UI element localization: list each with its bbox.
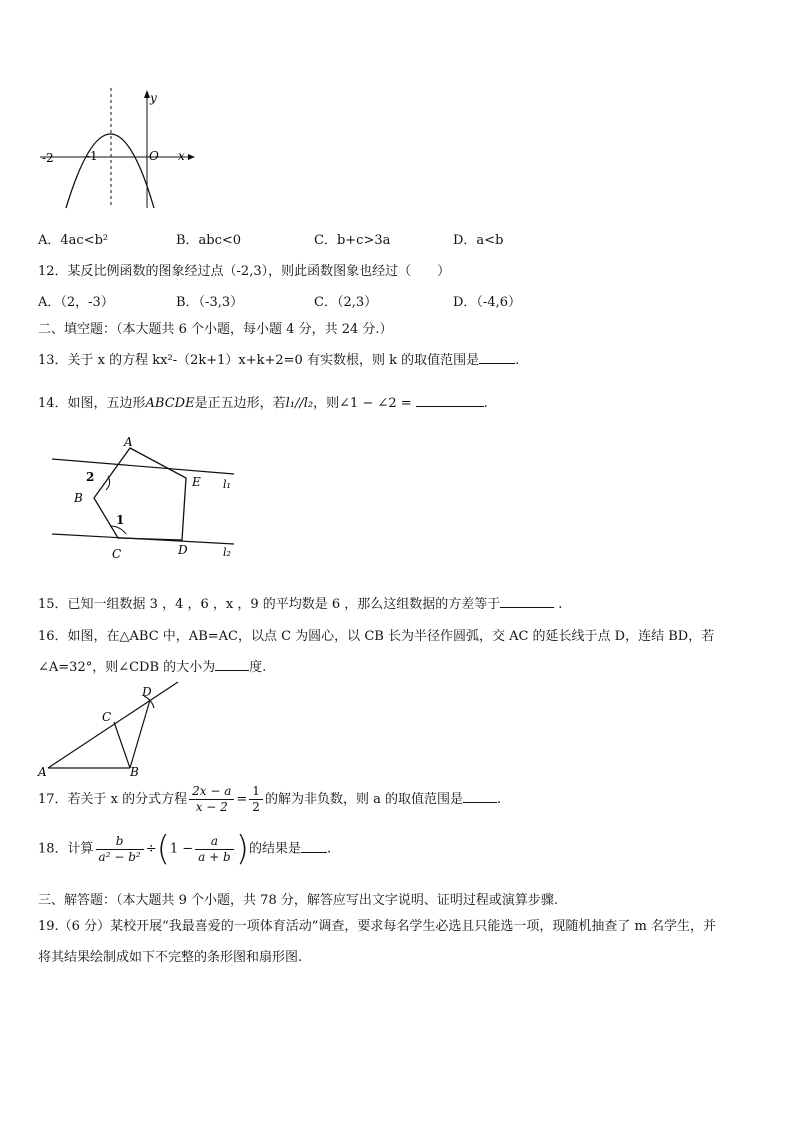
q18-prefix: 18．计算 [38,841,94,857]
section-3-heading: 三、解答题：（本大题共 9 个小题，共 78 分，解答应写出文字说明、证明过程或演算步骤. [38,893,558,908]
point-d: D [142,685,152,699]
q18-div: ÷ [145,841,157,857]
q17-fraction-lhs [189,784,234,815]
q17-den2: 2 [252,800,260,814]
q18 [38,829,332,869]
q17-answer-blank[interactable] [463,790,497,803]
vertex-b: B [74,491,83,505]
q12-option-a: A．（2，-3） [38,295,114,310]
segment-bd [130,700,150,768]
q14-prefix: 14．如图，五边形 [38,396,146,411]
q18-fraction-1 [96,834,144,865]
q12-stem: 12．某反比例函数的图象经过点（-2,3），则此函数图象也经过（ ） [38,264,451,279]
q18-den2: a + b [198,849,231,864]
q16-text: ∠A=32°，则∠CDB 的大小为 [38,660,216,675]
q15-text: 15．已知一组数据 3 ，4 ，6 ，x ，9 的平均数是 6 ，那么这组数据的方差等于 [38,597,501,612]
q12-option-b: B．（-3,3） [176,295,244,310]
q18-answer-blank[interactable] [301,840,327,853]
q16-answer-blank[interactable] [215,658,249,671]
q17-prefix: 17．若关于 x 的分式方程 [38,792,188,807]
q17-fraction-rhs [249,784,263,815]
vertex-e: E [192,475,201,489]
angle-2-label: 2 [86,470,95,484]
q14-parallel: l₁//l₂ [285,396,314,411]
q14-pentagon: ABCDE [145,396,195,411]
line-l1 [52,459,234,474]
q17-eq: = [236,792,248,807]
q14-mid: 是正五边形，若 [194,396,286,411]
left-paren: ( [156,829,170,869]
vertex-d: D [178,543,188,557]
q15 [38,593,562,612]
label-l1: l₁ [223,478,231,491]
q18-suffix: 的结果是 [248,841,301,857]
q11-option-c: C．b+c>3a [314,233,391,248]
q18-end: . [326,841,332,857]
angle-1-arc [110,526,126,534]
q17 [38,784,501,815]
vertex-a: A [124,435,133,449]
point-b: B [130,765,139,779]
q14-mid2: ，则∠1 − ∠2 = [313,396,412,411]
q12-option-c: C．（2,3） [314,295,378,310]
q14-answer-blank[interactable] [416,394,484,407]
x-axis-arrow [188,154,195,160]
parabola-curve [66,134,154,208]
q16-line2 [38,656,266,675]
segment-ad [48,682,178,768]
q17-num2: 1 [249,784,263,800]
x-axis-label: x [178,149,185,163]
point-c: C [102,710,112,724]
point-a: A [38,765,47,779]
vertex-c: C [112,547,122,561]
q17-den: x − 2 [195,800,228,814]
triangle-figure [36,680,186,780]
q17-suffix: 的解为非负数，则 a 的取值范围是 [264,792,463,807]
pentagon-abcde [94,448,186,540]
parabola-figure [38,88,198,213]
q11-option-b: B．abc<0 [176,233,242,248]
q17-end: . [496,792,502,807]
q13-end: . [515,353,520,368]
q18-den1: a² − b² [98,849,141,864]
q12-option-d: D．（-4,6） [453,295,521,310]
q13-answer-blank[interactable] [479,351,515,364]
pentagon-figure [48,434,248,570]
q18-num2: a [195,834,234,850]
angle-1-label: 1 [116,513,125,527]
q11-option-a: A．4ac<b² [38,233,109,248]
q19-line2: 将其结果绘制成如下不完整的条形图和扇形图. [38,950,303,965]
q14-end: . [483,396,488,411]
right-paren: ) [235,829,249,869]
q15-end: . [558,597,563,612]
label-l2: l₂ [223,546,231,559]
q18-num1: b [96,834,144,850]
q16-line1: 16．如图，在△ABC 中，AB=AC，以点 C 为圆心，以 CB 长为半径作圆弧，交 AC 的延长线于点 D，连结 BD，若 [38,629,715,644]
segment-cb [114,722,130,768]
q18-fraction-2 [195,834,234,865]
q11-option-d: D．a<b [453,233,504,248]
tick-neg1: -1 [86,149,98,163]
y-axis-label: y [150,91,157,105]
section-2-heading: 二、填空题：（本大题共 6 个小题，每小题 4 分，共 24 分.） [38,322,393,337]
q19-line1: 19.（6 分）某校开展“我最喜爱的一项体育活动”调查，要求每名学生必选且只能选一项，现随机抽查了 m 名学生，并 [38,919,716,934]
q13 [38,349,519,368]
q15-answer-blank[interactable] [500,595,554,608]
q13-text: 13．关于 x 的方程 kx²-（2k+1）x+k+2=0 有实数根，则 k 的取值范围是 [38,353,480,368]
origin-label: O [149,149,159,163]
q14 [38,392,488,411]
tick-neg2: -2 [42,151,54,165]
q17-num: 2x − a [189,784,234,800]
q18-one-minus: 1 − [169,841,194,857]
q16-end: 度. [249,660,267,675]
